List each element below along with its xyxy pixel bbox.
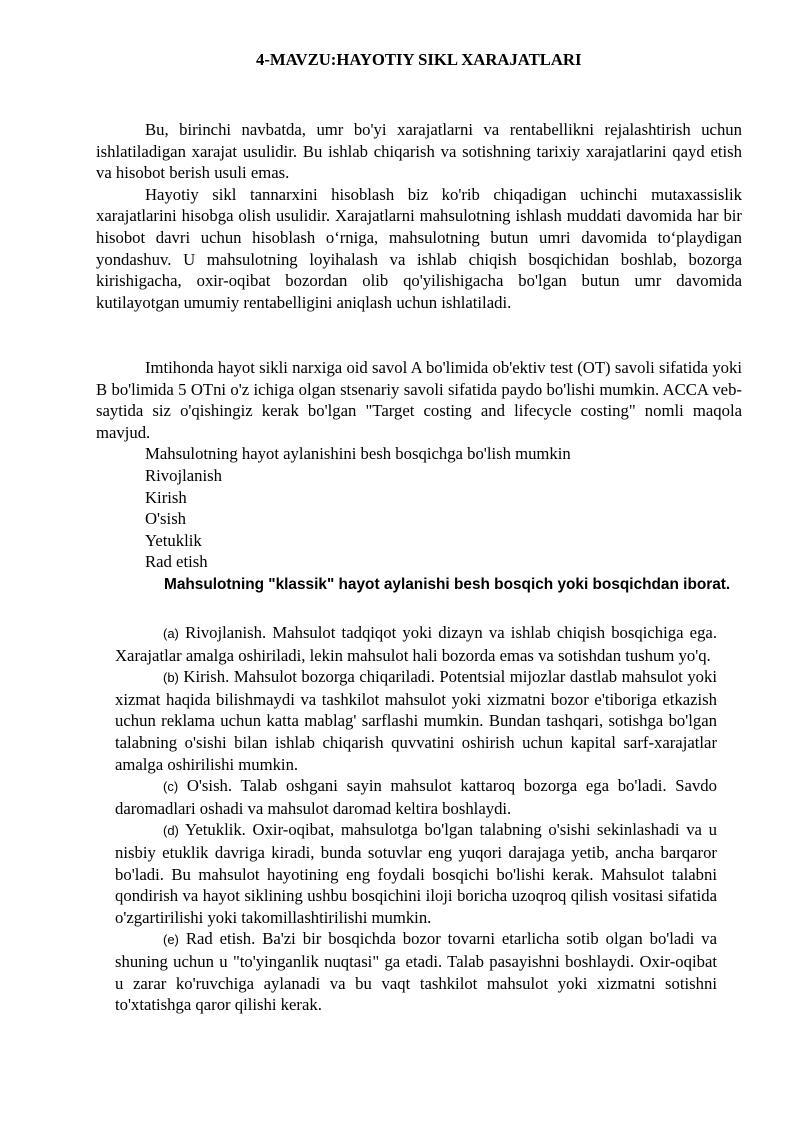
section-label: (a)	[163, 626, 179, 641]
section-label: (c)	[163, 779, 179, 795]
page-title: 4-MAVZU:HAYOTIY SIKL XARAJATLARI	[256, 50, 582, 69]
list-item: O'sish	[145, 509, 187, 529]
section-label: (e)	[163, 932, 179, 948]
section-maturity	[115, 819, 717, 928]
section-label: (b)	[163, 670, 179, 686]
section-text: Rivojlanish. Mahsulot tadqiqot yoki dizayn va ishlab chiqish bosqichiga ega. Xarajatlar amalga oshiriladi, lekin mahsulot hali bozorda emas va sotishdan tushum yo'q.	[115, 623, 718, 665]
section-text: O'sish. Talab oshgani sayin mahsulot kattaroq bozorga ega bo'ladi. Savdo daromadlari oshadi va mahsulot daromad keltira boshlaydi.	[115, 776, 717, 818]
section-introduction	[115, 666, 717, 775]
paragraph-lifecycle-costing: Hayotiy sikl tannarxini hisoblash biz ko'rib chiqadigan uchinchi mutaxassislik xarajatlarini hisobga olish usulidir. Xarajatlarni mahsulotning ishlash muddati davomida har bir hisobot davri uchun hisoblash o‘rniga, mahsulotning butun umri davomida to‘playdigan yondashuv. U mahsulotning loyihalash va ishlab chiqish bosqichidan boshlab, bozorga kirishigacha, oxir-oqibat bozordan olib qo'yilishigacha bo'lgan butun umr davomida kutilayotgan umumiy rentabelligini aniqlash uchun ishlatiladi.	[96, 184, 742, 312]
classic-heading: Mahsulotning "klassik" hayot aylanishi besh bosqich yoki bosqichdan iborat.	[164, 576, 731, 593]
list-item: Kirish	[145, 487, 187, 507]
stage-sections	[115, 622, 717, 1016]
section-label: (d)	[163, 823, 179, 839]
paragraph-definition: Bu, birinchi navbatda, umr bo'yi xarajatlarni va rentabellikni rejalashtirish uchun ishlatiladigan xarajat usulidir. Bu ishlab chiqarish va sotishning tarixiy xarajatlarini qayd etish va hisobot berish usuli emas.	[96, 120, 742, 183]
list-item: Yetuklik	[145, 530, 202, 550]
list-item: Rad etish	[145, 552, 208, 572]
section-growth	[115, 775, 717, 819]
exam-block	[96, 357, 742, 573]
section-development	[115, 622, 717, 666]
stages-intro: Mahsulotning hayot aylanishini besh bosqichga bo'lish mumkin	[145, 444, 571, 464]
intro-block	[96, 119, 742, 313]
paragraph-exam: Imtihonda hayot sikli narxiga oid savol A bo'limida ob'ektiv test (OT) savoli sifatida yoki B bo'limida 5 OTni o'z ichiga olgan stsenariy savoli sifatida paydo bo'lishi mumkin. ACCA veb-saytida siz o'qishingiz kerak bo'lgan "Target costing and lifecycle costing" nomli maqola mavjud.	[96, 358, 742, 442]
section-decline	[115, 928, 717, 1015]
section-text: Kirish. Mahsulot bozorga chiqariladi. Potentsial mijozlar dastlab mahsulot yoki xizmat haqida bilishmaydi va tashkilot mahsulot yoki xizmatni bozor e'tiboriga etkazish uchun reklama uchun katta mablag' sarflashi mumkin. Bundan tashqari, sotishga bo'lgan talabning o'sishi bilan ishlab chiqarish quvvatini oshirish uchun kapital sarf-xarajatlar amalga oshirilishi mumkin.	[115, 667, 718, 774]
list-item: Rivojlanish	[145, 465, 222, 485]
section-text: Yetuklik. Oxir-oqibat, mahsulotga bo'lgan talabning o'sishi sekinlashadi va u nisbiy etuklik davriga kiradi, bunda sotuvlar eng yuqori darajaga yetib, ancha barqaror bo'ladi. Bu mahsulot hayotining eng foydali bosqichi bo'lishi kerak. Mahsulot talabni qondirish va hayot siklining ushbu bosqichini iloji boricha uzoqroq qilish vositasi sifatida o'zgartirilishi yoki takomillashtirilishi mumkin.	[115, 820, 717, 927]
section-text: Rad etish. Ba'zi bir bosqichda bozor tovarni etarlicha sotib olgan bo'ladi va shuning uchun u "to'yinganlik nuqtasi" ga etadi. Talab pasayishni boshlaydi. Oxir-oqibat u zarar ko'ruvchiga aylanadi va bu vaqt tashkilot mahsulot yoki xizmatni sotishni to'xtatishga qaror qilishi kerak.	[115, 929, 717, 1015]
